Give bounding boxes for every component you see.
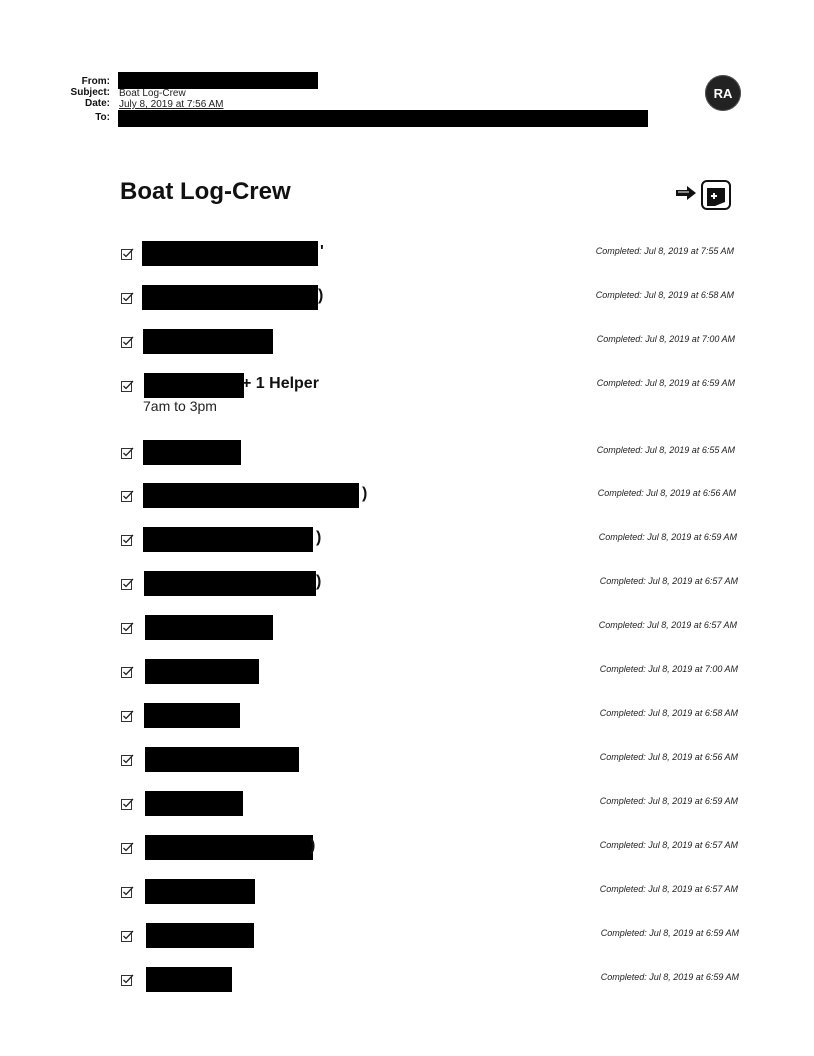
checklist-item <box>0 241 814 271</box>
to-label: To: <box>95 112 110 123</box>
completed-timestamp: Completed: Jul 8, 2019 at 6:59 AM <box>600 928 739 938</box>
checklist-item <box>0 571 814 601</box>
completed-timestamp: Completed: Jul 8, 2019 at 6:55 AM <box>596 445 735 455</box>
redacted-item-name <box>145 747 299 772</box>
checklist-item <box>0 483 814 513</box>
item-title-suffix: + 1 Helper <box>242 375 319 392</box>
completed-timestamp: Completed: Jul 8, 2019 at 6:58 AM <box>599 708 738 718</box>
completed-timestamp: Completed: Jul 8, 2019 at 6:57 AM <box>599 884 738 894</box>
item-title-suffix: ) <box>318 287 324 304</box>
checklist-item <box>0 747 814 777</box>
checkbox-checked-icon[interactable] <box>121 447 134 459</box>
completed-timestamp: Completed: Jul 8, 2019 at 6:58 AM <box>595 290 734 300</box>
checklist-item <box>0 703 814 733</box>
redacted-item-name <box>146 923 254 948</box>
completed-timestamp: Completed: Jul 8, 2019 at 7:00 AM <box>599 664 738 674</box>
item-title-suffix: ) <box>310 837 316 854</box>
redacted-item-name <box>143 329 273 354</box>
redacted-item-name <box>145 659 259 684</box>
checklist-item <box>0 923 814 953</box>
redacted-item-name <box>144 703 240 728</box>
checkbox-checked-icon[interactable] <box>121 622 134 634</box>
redacted-item-name <box>144 373 244 398</box>
checkbox-checked-icon[interactable] <box>121 490 134 502</box>
completed-timestamp: Completed: Jul 8, 2019 at 7:00 AM <box>596 334 735 344</box>
checklist-item <box>0 527 814 557</box>
checkbox-checked-icon[interactable] <box>121 248 134 260</box>
subject-value: Boat Log-Crew <box>119 88 186 99</box>
redacted-item-name <box>143 440 241 465</box>
checklist-item <box>0 835 814 865</box>
checkbox-checked-icon[interactable] <box>121 380 134 392</box>
checkbox-checked-icon[interactable] <box>121 930 134 942</box>
checkbox-checked-icon[interactable] <box>121 578 134 590</box>
checkbox-checked-icon[interactable] <box>121 710 134 722</box>
sender-avatar: RA <box>705 75 741 111</box>
completed-timestamp: Completed: Jul 8, 2019 at 6:56 AM <box>597 488 736 498</box>
item-title-suffix: ' <box>320 243 324 260</box>
item-title-suffix: ) <box>316 573 322 590</box>
completed-timestamp: Completed: Jul 8, 2019 at 6:57 AM <box>599 840 738 850</box>
redacted-item-name <box>145 791 243 816</box>
checkbox-checked-icon[interactable] <box>121 974 134 986</box>
subject-label: Subject: <box>70 87 110 98</box>
checkbox-checked-icon[interactable] <box>121 666 134 678</box>
item-note: 7am to 3pm <box>143 398 217 414</box>
redacted-item-name <box>145 879 255 904</box>
completed-timestamp: Completed: Jul 8, 2019 at 6:59 AM <box>600 972 739 982</box>
completed-timestamp: Completed: Jul 8, 2019 at 6:56 AM <box>599 752 738 762</box>
completed-timestamp: Completed: Jul 8, 2019 at 6:59 AM <box>599 796 738 806</box>
completed-timestamp: Completed: Jul 8, 2019 at 6:57 AM <box>599 576 738 586</box>
redacted-item-name <box>145 615 273 640</box>
checklist-item <box>0 440 814 470</box>
checklist-item <box>0 615 814 645</box>
completed-timestamp: Completed: Jul 8, 2019 at 6:59 AM <box>598 532 737 542</box>
checklist-item <box>0 967 814 997</box>
redacted-item-name <box>143 483 359 508</box>
checkbox-checked-icon[interactable] <box>121 886 134 898</box>
date-label: Date: <box>84 98 110 109</box>
redacted-item-name <box>143 527 313 552</box>
checklist-item <box>0 329 814 359</box>
add-list-icon[interactable] <box>701 180 731 210</box>
redacted-item-name <box>142 285 318 310</box>
checkbox-checked-icon[interactable] <box>121 842 134 854</box>
checklist-item <box>0 373 814 414</box>
checklist-item <box>0 879 814 909</box>
redacted-to <box>118 110 648 127</box>
checklist-item <box>0 659 814 689</box>
completed-timestamp: Completed: Jul 8, 2019 at 7:55 AM <box>595 246 734 256</box>
checkbox-checked-icon[interactable] <box>121 798 134 810</box>
date-value: July 8, 2019 at 7:56 AM <box>119 99 224 110</box>
redacted-item-name <box>142 241 318 266</box>
checkbox-checked-icon[interactable] <box>121 292 134 304</box>
completed-timestamp: Completed: Jul 8, 2019 at 6:57 AM <box>598 620 737 630</box>
redacted-item-name <box>146 967 232 992</box>
redacted-item-name <box>145 835 316 860</box>
checkbox-checked-icon[interactable] <box>121 534 134 546</box>
list-title: Boat Log-Crew <box>120 178 291 205</box>
checklist-item <box>0 285 814 315</box>
redacted-from <box>118 72 318 89</box>
from-label: From: <box>81 76 110 87</box>
checklist-item <box>0 791 814 821</box>
checkbox-checked-icon[interactable] <box>121 336 134 348</box>
share-arrow-icon[interactable] <box>675 186 697 200</box>
redacted-item-name <box>144 571 316 596</box>
item-title-suffix: ) <box>362 485 368 502</box>
completed-timestamp: Completed: Jul 8, 2019 at 6:59 AM <box>596 378 735 388</box>
item-title-suffix: ) <box>316 529 322 546</box>
checkbox-checked-icon[interactable] <box>121 754 134 766</box>
